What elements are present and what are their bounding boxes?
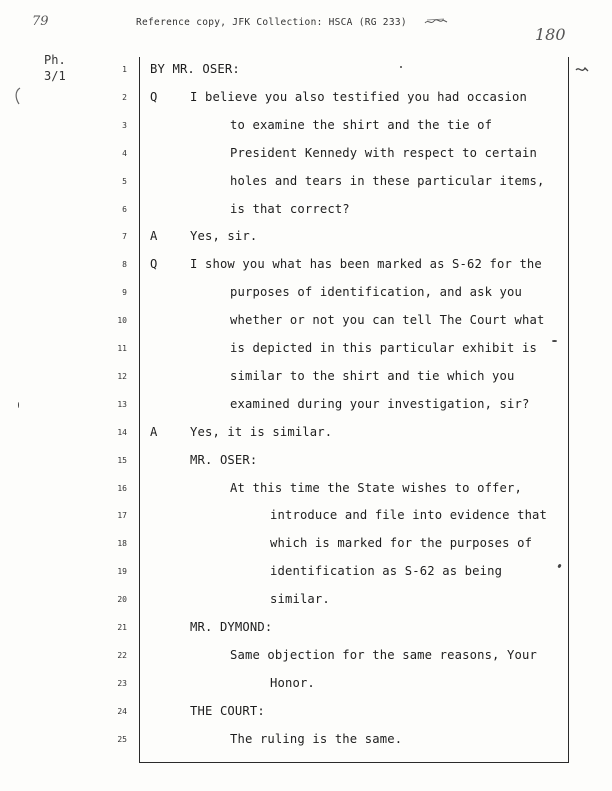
line-number: 6 [122, 204, 127, 214]
transcript-line: similar to the shirt and tie which you [230, 368, 515, 383]
line-number: 9 [122, 288, 127, 298]
transcript-line: introduce and file into evidence that [270, 508, 548, 523]
line-number: 15 [117, 455, 127, 465]
line-number: 22 [117, 650, 127, 660]
margin-code-line-2: 3/1 [44, 69, 66, 83]
line-number: 5 [122, 176, 127, 186]
transcript-line: THE COURT: [190, 703, 265, 718]
line-number: 10 [117, 316, 127, 326]
header-stamp-mark [424, 17, 448, 27]
scan-speck [18, 402, 19, 408]
line-number: 14 [117, 427, 127, 437]
transcript-line: BY MR. OSER: [150, 62, 240, 76]
transcript-line: purposes of identification, and ask you [230, 285, 523, 300]
margin-ink-mark [575, 65, 589, 75]
line-number: 21 [117, 623, 127, 632]
transcript-line: MR. DYMOND: [190, 620, 273, 634]
handwritten-page-number-right: 180 [535, 25, 566, 44]
line-number: 1 [122, 65, 127, 74]
line-number: 11 [117, 344, 127, 353]
transcript-line: to examine the shirt and the tie of [230, 117, 493, 132]
transcript-line: identification as S-62 as being [270, 564, 503, 579]
transcript-line: similar. [270, 592, 330, 607]
line-number: 2 [122, 92, 127, 102]
speaker-marker: A [150, 229, 158, 244]
speaker-marker: Q [150, 257, 158, 272]
transcript-line: The ruling is the same. [230, 731, 403, 746]
transcript-line: holes and tears in these particular items, [230, 173, 545, 188]
line-number: 8 [122, 260, 127, 270]
transcript-line: Same objection for the same reasons, Your [230, 647, 537, 662]
speaker-marker: A [150, 424, 158, 439]
transcript-line: is that correct? [230, 201, 350, 216]
transcript-line: President Kennedy with respect to certain [230, 145, 537, 160]
transcript-line: is depicted in this particular exhibit is [230, 341, 537, 355]
transcript-line: I show you what has been marked as S-62 for the [190, 257, 542, 272]
line-number: 19 [117, 567, 127, 577]
line-number: 25 [117, 734, 127, 744]
margin-code [44, 52, 66, 84]
transcript-line: Yes, sir. [190, 229, 258, 244]
transcript-line: Honor. [270, 675, 315, 690]
margin-code-line-1: Ph. [44, 53, 66, 67]
handwritten-page-number-left: 79 [32, 14, 49, 29]
transcript-line: I believe you also testified you had occasion [190, 89, 527, 104]
line-number: 12 [117, 371, 127, 381]
transcript-line: At this time the State wishes to offer, [230, 480, 523, 495]
scan-speck [552, 340, 557, 342]
line-number: 3 [122, 120, 127, 130]
line-number: 17 [117, 511, 127, 521]
transcript-line: examined during your investigation, sir? [230, 396, 530, 411]
line-number: 13 [117, 399, 127, 409]
transcript-line: whether or not you can tell The Court what [230, 313, 545, 328]
speaker-marker: Q [150, 89, 158, 104]
header-reference: Reference copy, JFK Collection: HSCA (RG 233) [136, 17, 407, 28]
line-number: 20 [117, 595, 127, 605]
line-number: 24 [117, 706, 127, 716]
transcript-line: which is marked for the purposes of [270, 536, 533, 551]
scan-speck [400, 66, 402, 68]
line-number: 18 [117, 539, 127, 549]
line-number: 23 [117, 678, 127, 688]
line-number: 7 [122, 232, 127, 242]
transcript-line: Yes, it is similar. [190, 424, 333, 439]
transcript-line: MR. OSER: [190, 452, 258, 467]
line-number: 16 [117, 483, 127, 493]
binding-hole-mark [12, 86, 24, 106]
line-number: 4 [122, 148, 127, 158]
